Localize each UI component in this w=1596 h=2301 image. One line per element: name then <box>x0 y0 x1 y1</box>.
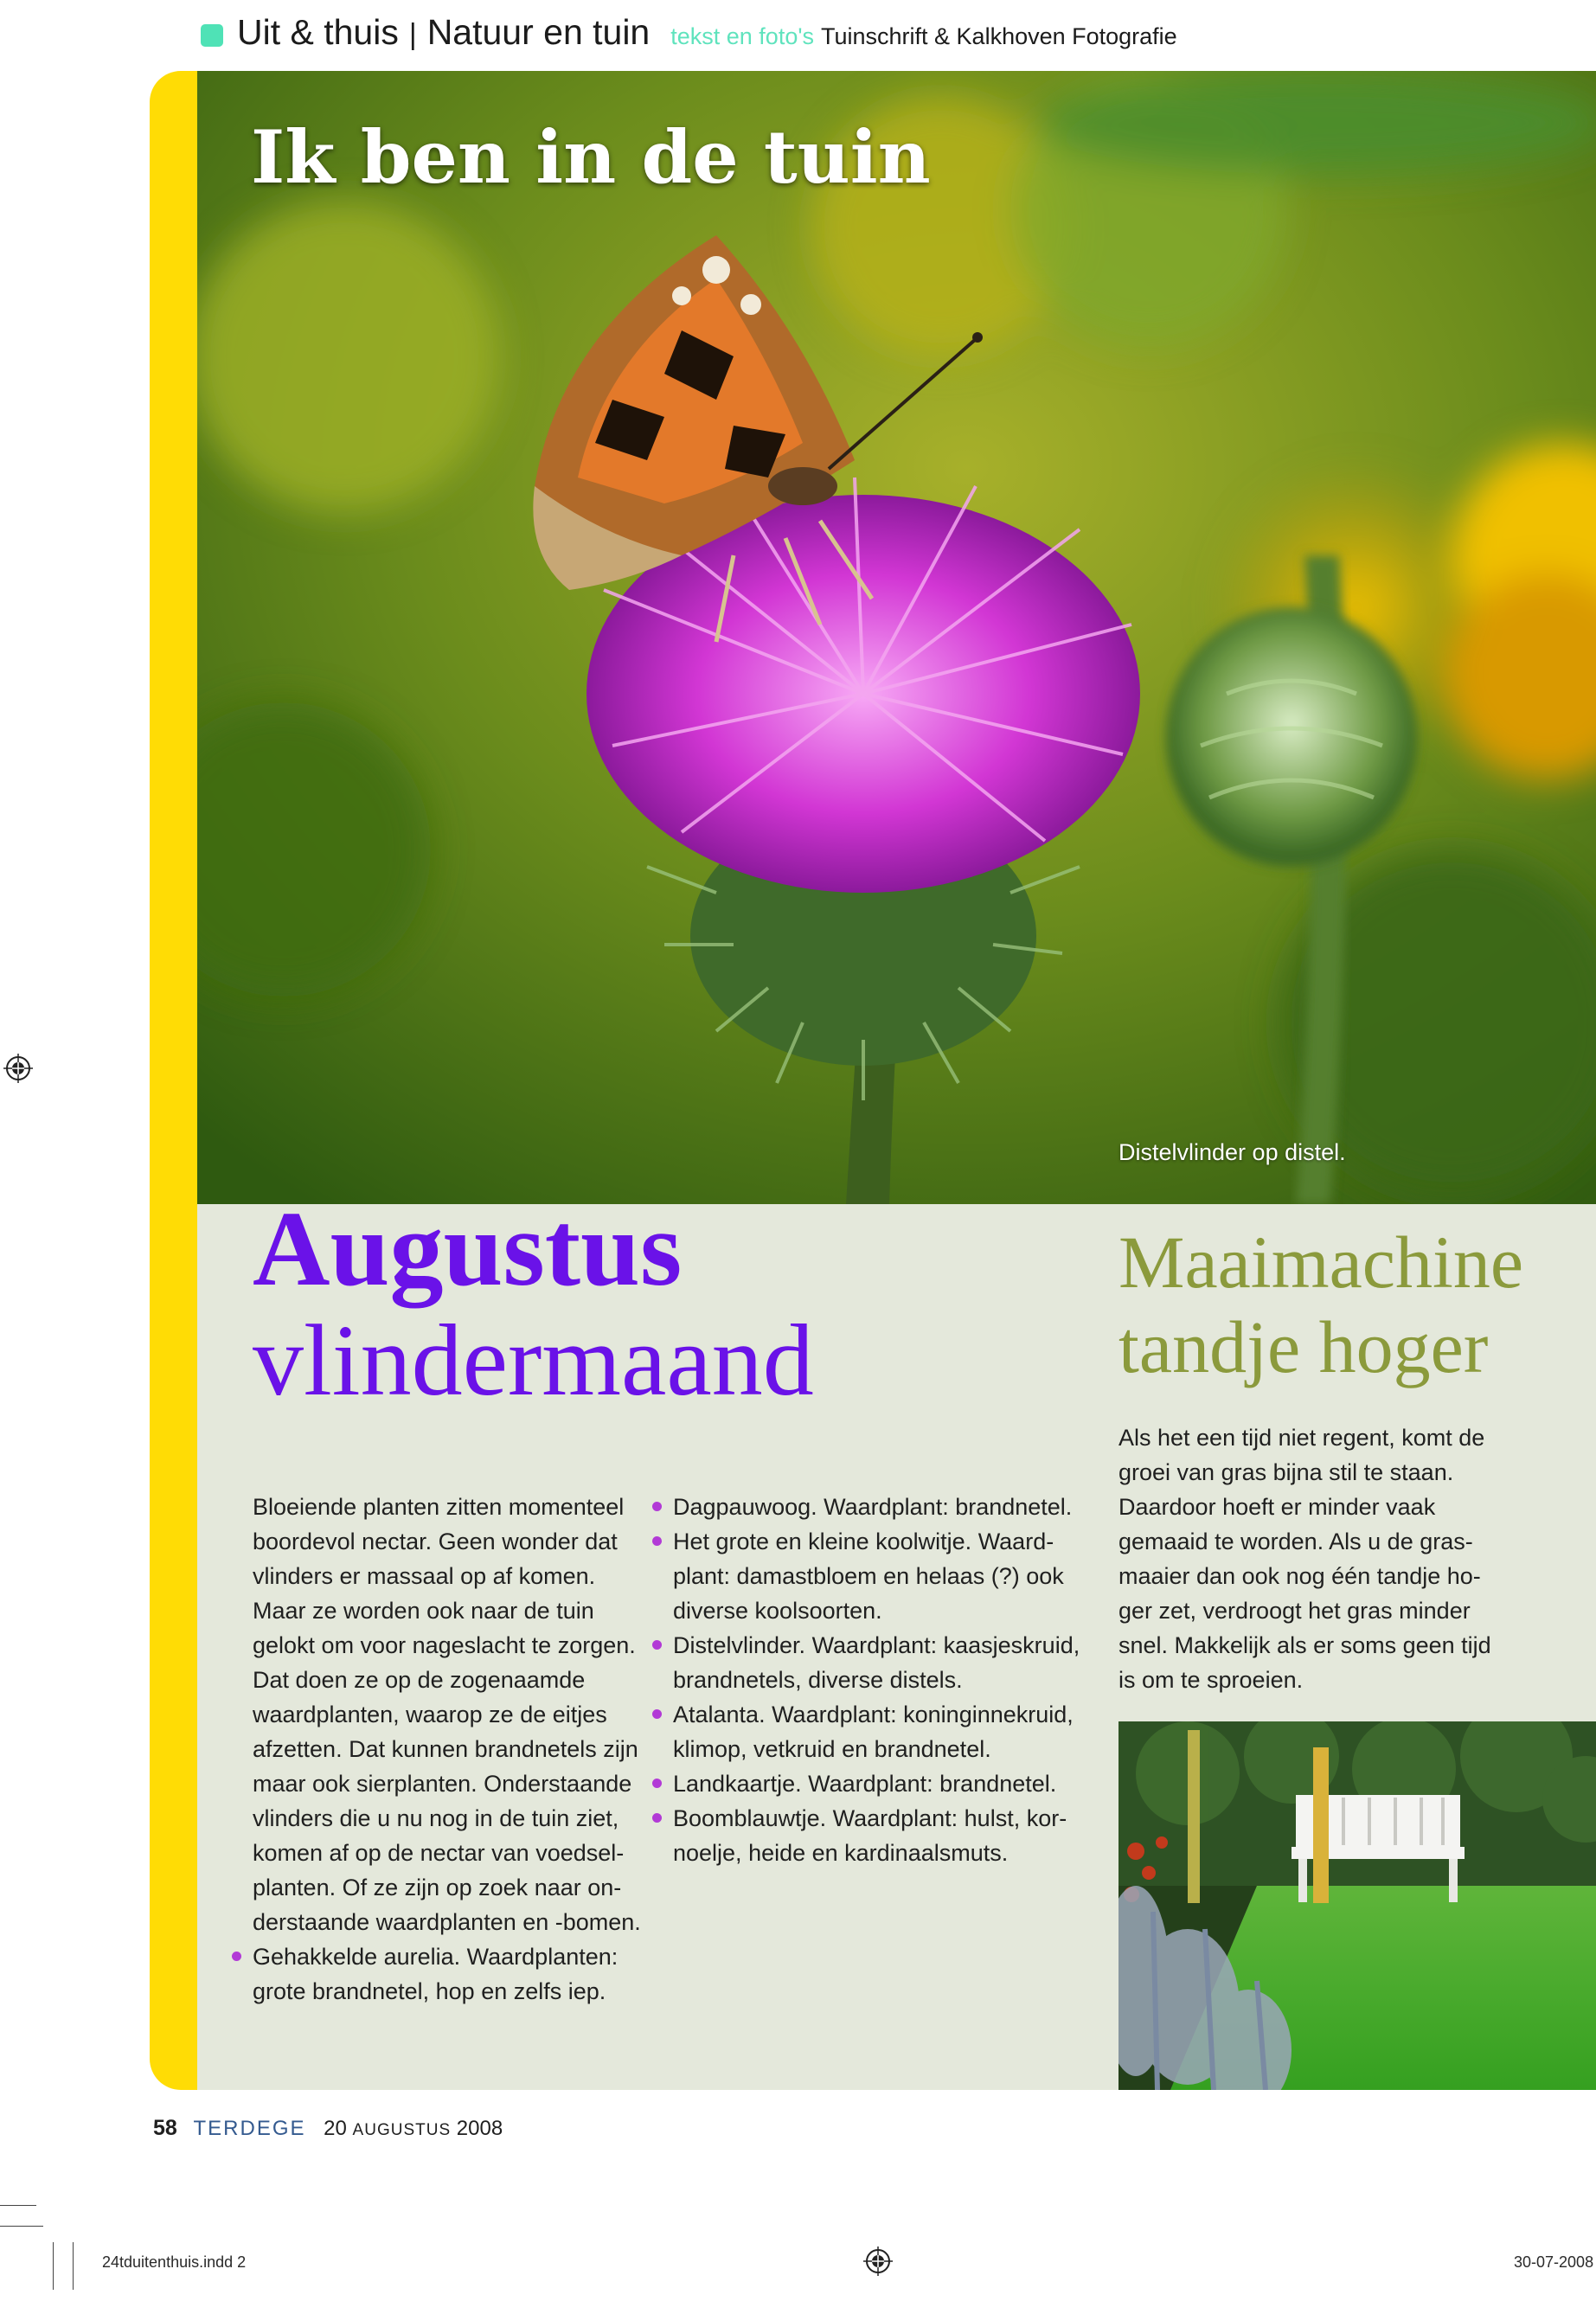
registration-mark-icon <box>863 2247 893 2276</box>
subsection-label: Natuur en tuin <box>426 12 651 52</box>
list-item: Landkaartje. Waardplant: brandnetel. <box>673 1766 1088 1801</box>
article-title <box>253 1189 814 1417</box>
list-item: Distelvlinder. Waardplant: kaasjeskruid, brandnetels, diverse distels. <box>673 1628 1088 1697</box>
hero-title: Ik ben in de tuin <box>251 114 931 200</box>
section-label: Uit & thuis <box>237 12 399 52</box>
issue-day: 20 <box>324 2117 347 2140</box>
magazine-name: TERDEGE <box>193 2117 306 2140</box>
issue-year: 2008 <box>456 2117 503 2140</box>
sidebar-column <box>1118 1420 1499 1697</box>
article-title-line2: vlindermaand <box>253 1304 814 1417</box>
list-item: Het grote en kleine koolwitje. Waard-plant: damastbloem en helaas (?) ook diverse koolsoorten. <box>673 1524 1088 1628</box>
page-number: 58 <box>153 2116 177 2140</box>
sidebar-title-line1: Maaimachine <box>1118 1221 1524 1304</box>
issue-month: AUGUSTUS <box>352 2121 452 2139</box>
list-item: Dagpauwoog. Waardplant: brandnetel. <box>673 1490 1088 1524</box>
credit-label: tekst en foto's <box>670 23 814 49</box>
article-intro-paragraph: Bloeiende planten zitten momenteel boordevol nectar. Geen wonder dat vlinders er massaal op af komen. Maar ze worden ook naar de tuin gelokt om voor nageslacht te zorgen. Dat doen ze op de zogenaamde waardplanten, waarop ze de eitjes afzetten. Dat kunnen brandnetels zijn maar ook sierplanten. Onderstaande vlinders die u nu nog in de tuin ziet, komen af op de nectar van voedsel-planten. Of ze zijn op zoek naar on-derstaande waardplanten en -bomen. <box>253 1494 641 1935</box>
butterfly-on-thistle-image <box>197 71 1596 1204</box>
page-header <box>201 12 1177 55</box>
article-title-line1: Augustus <box>253 1189 683 1308</box>
sidebar-title-line2: tandje hoger <box>1118 1305 1489 1388</box>
butterfly-list-part2 <box>673 1490 1088 1870</box>
list-item: Gehakkelde aurelia. Waardplanten: grote brandnetel, hop en zelfs iep. <box>253 1939 651 2009</box>
square-marker-icon <box>201 24 223 47</box>
header-separator: | <box>408 18 417 51</box>
butterfly-list-part1 <box>253 1939 651 2009</box>
list-item: Atalanta. Waardplant: koninginnekruid, klimop, vetkruid en brandnetel. <box>673 1697 1088 1766</box>
yellow-side-rail <box>150 71 202 2090</box>
page-footer <box>153 2116 503 2141</box>
garden-bench-photo <box>1118 1721 1596 2090</box>
crop-mark <box>0 2205 36 2206</box>
photo-caption: Distelvlinder op distel. <box>1118 1139 1346 1165</box>
crop-mark <box>73 2242 74 2290</box>
list-item: Boomblauwtje. Waardplant: hulst, kor-noelje, heide en kardinaalsmuts. <box>673 1801 1088 1870</box>
slug-date: 30-07-2008 <box>1514 2253 1594 2271</box>
crop-mark <box>0 2226 43 2227</box>
credit-text: Tuinschrift & Kalkhoven Fotografie <box>821 23 1177 49</box>
crop-mark <box>53 2242 54 2290</box>
sidebar-paragraph: Als het een tijd niet regent, komt de groei van gras bijna stil te staan. Daardoor hoeft er minder vaak gemaaid te worden. Als u de gras-maaier dan ook nog één tandje ho-ger zet, verdroogt het gras minder snel. Makkelijk als er soms geen tijd is om te sproeien. <box>1118 1425 1491 1693</box>
sidebar-title <box>1118 1220 1523 1389</box>
registration-mark-icon <box>3 1054 33 1083</box>
article-column-2 <box>673 1490 1088 1870</box>
article-column-1 <box>253 1490 651 2009</box>
hero-photo <box>197 71 1596 1204</box>
slug-filename: 24tduitenthuis.indd 2 <box>102 2253 247 2271</box>
garden-bench-image <box>1118 1721 1596 2090</box>
